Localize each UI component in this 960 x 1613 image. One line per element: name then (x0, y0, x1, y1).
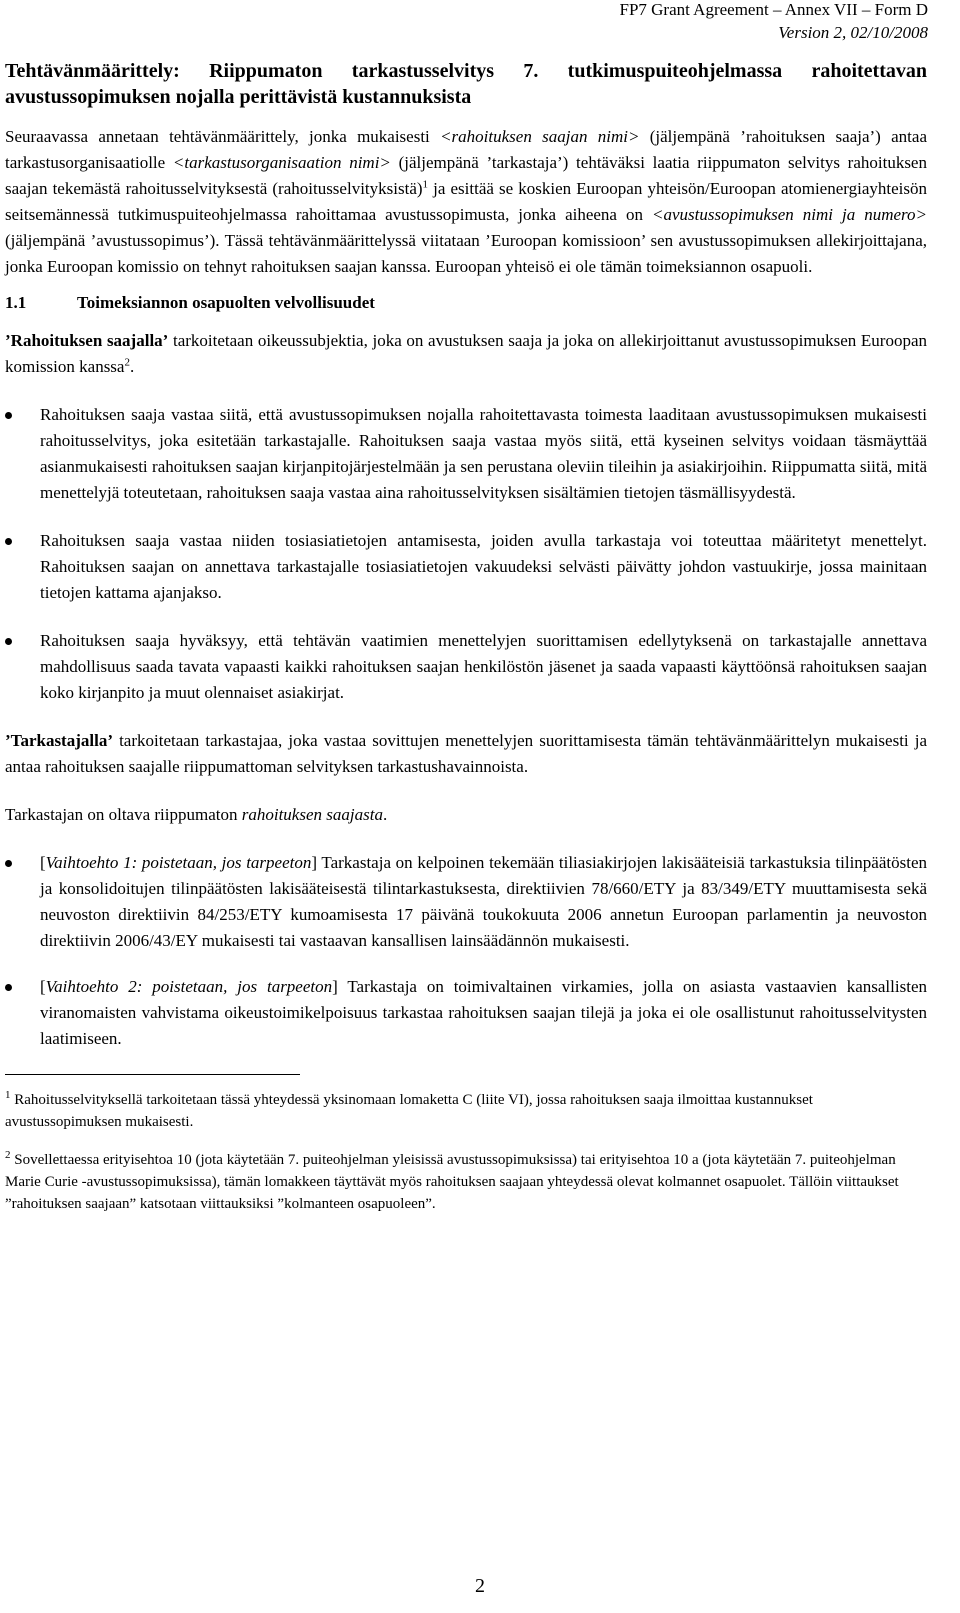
requirement-text: Tarkastajan on oltava riippumaton (5, 805, 242, 824)
list-item-text: Rahoituksen saaja vastaa niiden tosiasiatietojen antamisesta, joiden avulla tarkastaja voi toteuttaa määritetyt menettelyt. Rahoituksen saajan on annettava tarkastajalle tosiasiatietojen vakuudeksi selvästi päivätty johdon vastuukirje, jossa mainitaan tietojen kattama ajanjakso. (40, 531, 927, 602)
bullet-icon (5, 538, 12, 545)
bullet-icon (5, 984, 12, 991)
requirement-italic: rahoituksen saajasta (241, 805, 383, 824)
list-item (5, 974, 927, 1052)
list-item-text: Rahoituksen saaja vastaa siitä, että avustussopimuksen nojalla rahoitettavasta toimesta laaditaan avustussopimuksen mukaisesti rahoitusselvitys, joka esitetään tarkastajalle. Rahoituksen saaja vastaa myös siitä, että kyseinen selvitys voidaan täsmäyttää asianmukaisesti rahoituksen saajan kirjanpitojärjestelmään ja sen perustana oleviin tileihin ja asiakirjoihin. Riippumatta siitä, mitä menettelyjä toteutetaan, rahoituksen saaja vastaa aina rahoitusselvityksen sisältämien tietojen täsmällisyydestä. (40, 405, 927, 502)
list-item-text (40, 850, 927, 954)
header-version: Version 2, 02/10/2008 (778, 23, 928, 42)
definition-end: . (129, 357, 135, 376)
intro-text-2: (jäljempänä ’rahoituksen saaja’) antaa tarkastusorganisaatiolle (5, 127, 927, 172)
option-bracket: [ (40, 977, 46, 996)
option-text: ] Tarkastaja on kelpoinen tekemään tiliasiakirjojen lakisääteisiä tarkastuksia tilinpäätösten ja konsolidoitujen tilinpäätösten lakisääteisestä tilintarkastuksesta, direktiivien 78/660/ETY ja 83/349/ETY muuttamisesta sekä neuvoston direktiivin 84/253/ETY kumoamisesta 17 päivänä toukokuuta 2006 annetun Euroopan parlamentin ja neuvoston direktiivin 2006/43/EY mukaisesti tai vastaavan kansallisen lainsäädännön mukaisesti. (40, 853, 928, 950)
definition-auditor (5, 728, 927, 780)
beneficiary-duties-list (5, 402, 927, 706)
section-number: 1.1 (5, 293, 27, 312)
definition-beneficiary (5, 328, 927, 380)
intro-placeholder-agreement: <avustussopimuksen nimi ja numero> (651, 205, 927, 224)
footnote-number: 2 (5, 1149, 11, 1161)
intro-paragraph (5, 124, 927, 280)
intro-text-3: (jäljempänä ’tarkastaja’) tehtäväksi laatia riippumaton selvitys rahoituksen saajan tekemästä rahoitusselvityksestä (rahoitusselvityksistä) (5, 153, 927, 198)
requirement-end: . (382, 805, 388, 824)
list-item (5, 528, 927, 606)
section-heading (5, 290, 927, 316)
footnote-ref-2[interactable]: 2 (124, 356, 130, 369)
footnote-divider (5, 1074, 300, 1075)
definition-term: ’Rahoituksen saajalla’ (5, 331, 169, 350)
section-title: Toimeksiannon osapuolten velvollisuudet (77, 293, 375, 312)
list-item (5, 402, 927, 506)
list-item (5, 850, 927, 954)
option-text: ] Tarkastaja on toimivaltainen virkamies, jolla on asiasta vastaavien kansallisten viranomaisten vahvistama oikeustoimikelpoisuus tarkastaa rahoituksen saajan tilejä ja joka ei ole osallistunut rahoitusselvitysten laatimiseen. (40, 977, 927, 1048)
intro-text-5: (jäljempänä ’avustussopimus’). Tässä tehtävänmäärittelyssä viitataan ’Euroopan komissioon’ sen avustussopimuksen allekirjoittajana, jonka Euroopan komissio on tehnyt rahoituksen saajan kanssa. Euroopan yhteisö ei ole tämän toimeksiannon osapuoli. (5, 231, 927, 276)
bullet-icon (5, 412, 12, 419)
footnote-ref-1[interactable]: 1 (422, 178, 429, 191)
footnote-1 (5, 1089, 927, 1133)
footnote-text: Sovellettaessa erityisehtoa 10 (jota käytetään 7. puiteohjelman yleisissä avustussopimuksissa) tai erityisehtoa 10 a (jota käytetään 7. puiteohjelman Marie Curie -avustussopimuksissa), tämän lomakkeen täyttävät myös rahoituksen saajaan yhteydessä olevat kolmannet osapuolet. Tällöin viittaukset ”rahoituksen saajaan” katsotaan viittauksiksi ”kolmanteen osapuoleen”. (5, 1152, 899, 1212)
intro-placeholder-beneficiary: <rahoituksen saajan nimi> (440, 127, 640, 146)
definition-text: tarkoitetaan oikeussubjektia, joka on avustuksen saaja ja joka on allekirjoittanut avustussopimuksen Euroopan komission kanssa (5, 331, 927, 376)
independence-requirement (5, 802, 927, 828)
definition-term: ’Tarkastajalla’ (5, 731, 113, 750)
list-item-text (40, 974, 927, 1052)
document-title: Tehtävänmäärittely: Riippumaton tarkastusselvitys 7. tutkimuspuiteohjelmassa rahoitettavan avustussopimuksen nojalla perittävistä kustannuksista (5, 60, 927, 108)
header-title: FP7 Grant Agreement – Annex VII – Form D (619, 0, 928, 19)
intro-text-4: ja esittää se koskien Euroopan yhteisön/Euroopan atomienergiayhteisön seitsemännessä tutkimuspuiteohjelmassa rahoittamaa avustussopimusta, jonka aiheena on (5, 179, 927, 224)
footnote-text: Rahoitusselvityksellä tarkoitetaan tässä yhteydessä yksinomaan lomaketta C (liite VI), jossa rahoituksen saaja ilmoittaa kustannukset avustussopimuksen mukaisesti. (5, 1092, 813, 1130)
intro-text-1: Seuraavassa annetaan tehtävänmäärittely, jonka mukaisesti (5, 127, 441, 146)
page-number: 2 (475, 1575, 485, 1597)
option-label: Vaihtoehto 1: poistetaan, jos tarpeeton (45, 853, 312, 872)
definition-text: tarkoitetaan tarkastajaa, joka vastaa sovittujen menettelyjen suorittamisesta tämän tehtävänmäärittelyn mukaisesti ja antaa rahoituksen saajalle riippumattoman selvityksen tarkastushavainnoista. (5, 731, 927, 776)
footnote-2 (5, 1149, 927, 1215)
auditor-options-list (5, 850, 927, 1052)
list-item (5, 628, 927, 706)
bullet-icon (5, 638, 12, 645)
document-body (5, 58, 927, 1231)
list-item-text: Rahoituksen saaja hyväksyy, että tehtävän vaatimien menettelyjen suorittamisen edellytyksenä on tarkastajalle annettava mahdollisuus saada tavata vapaasti kaikki rahoituksen saajan henkilöstön jäsenet ja saada vapaasti käyttöönsä rahoituksen saajan koko kirjanpito ja muut olennaiset asiakirjat. (40, 631, 927, 702)
option-bracket: [ (40, 853, 46, 872)
bullet-icon (5, 860, 12, 867)
option-label: Vaihtoehto 2: poistetaan, jos tarpeeton (45, 977, 333, 996)
footnote-number: 1 (5, 1089, 11, 1101)
intro-placeholder-auditor: <tarkastusorganisaation nimi> (172, 153, 391, 172)
